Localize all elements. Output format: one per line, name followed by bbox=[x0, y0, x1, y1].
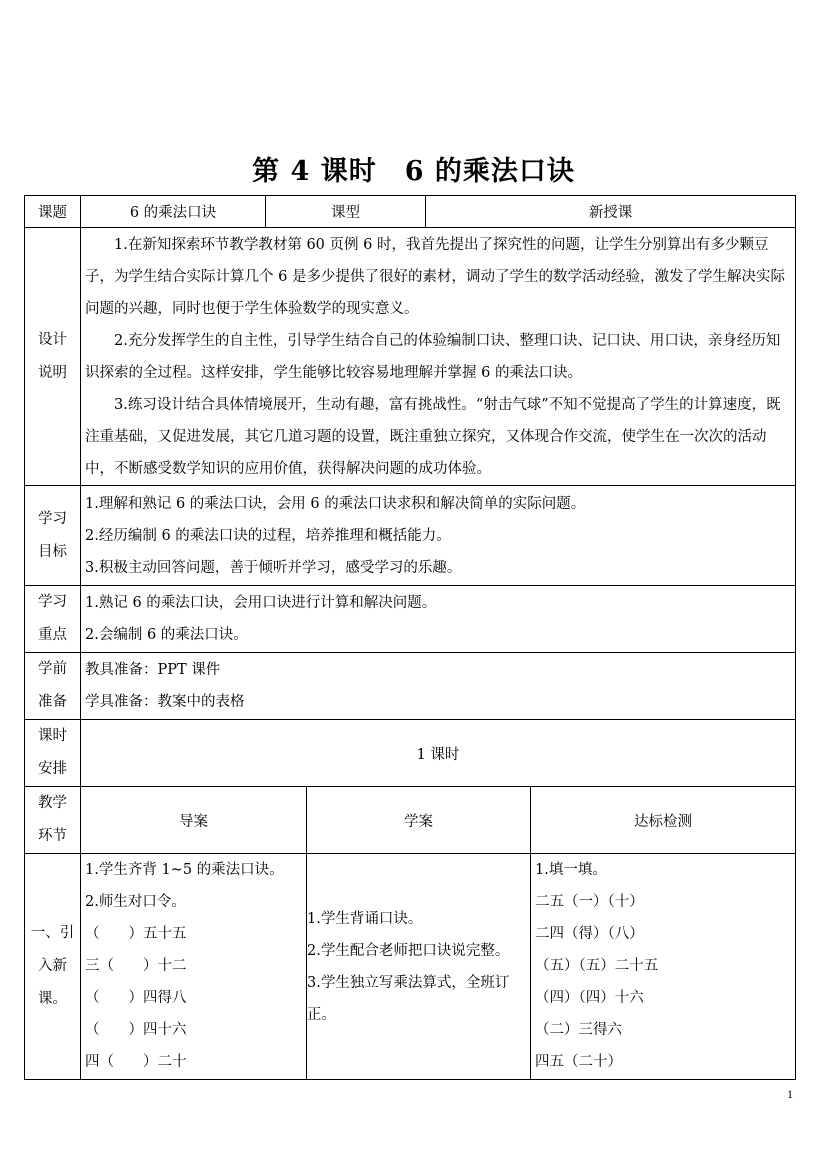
objectives-row bbox=[25, 486, 796, 586]
topic-value: 6 的乘法口诀 bbox=[81, 196, 266, 228]
study-line: 3.学生独立写乘法算式，全班订正。 bbox=[307, 974, 510, 1023]
preparation-label: 学前 准备 bbox=[25, 653, 81, 720]
schedule-value: 1 课时 bbox=[81, 720, 796, 787]
type-label: 课型 bbox=[266, 196, 426, 228]
design-paragraph: 1.在新知探索环节教学教材第 60 页例 6 时，我首先提出了探究性的问题，让学生分别算出有多少颗豆子，为学生结合实际计算几个 6 是多少提供了很好的素材，调动了学生的数学活动经验，激发了学生解决实际问题的兴趣，同时也便于学生体验数学的现实意义。 bbox=[85, 236, 785, 317]
key-points-row bbox=[25, 586, 796, 653]
type-value: 新授课 bbox=[426, 196, 796, 228]
guide-line: （ ）四得八 bbox=[85, 990, 187, 1006]
design-paragraph: 2.充分发挥学生的自主性，引导学生结合自己的体验编制口诀、整理口诀、记口诀、用口诀，亲身经历知识探索的全过程。这样安排，学生能够比较容易地理解并掌握 6 的乘法口诀。 bbox=[85, 332, 781, 381]
check-line: 四五（二十） bbox=[535, 1054, 622, 1070]
phase1-guide bbox=[81, 854, 307, 1080]
preparation-content bbox=[81, 653, 796, 720]
key-points-content bbox=[81, 586, 796, 653]
check-column-header: 达标检测 bbox=[531, 787, 796, 854]
check-line: 二四（得）（八） bbox=[535, 926, 644, 942]
preparation-row bbox=[25, 653, 796, 720]
lesson-plan-table bbox=[24, 195, 796, 1080]
preparation-item: 学具准备：教案中的表格 bbox=[85, 694, 245, 710]
phase1-study bbox=[307, 854, 531, 1080]
study-line: 1.学生背诵口诀。 bbox=[307, 910, 423, 927]
schedule-label: 课时 安排 bbox=[25, 720, 81, 787]
guide-line: 2.师生对口令。 bbox=[85, 894, 186, 910]
guide-line: 三（ ）十二 bbox=[85, 958, 187, 974]
objectives-label: 学习 目标 bbox=[25, 486, 81, 586]
preparation-item: 教具准备：PPT 课件 bbox=[85, 662, 221, 678]
check-line: 1.填一填。 bbox=[535, 862, 607, 878]
objective-item: 1.理解和熟记 6 的乘法口诀，会用 6 的乘法口诀求积和解决简单的实际问题。 bbox=[85, 495, 586, 512]
guide-line: （ ）五十五 bbox=[85, 926, 187, 942]
study-line: 2.学生配合老师把口诀说完整。 bbox=[307, 942, 510, 959]
design-label: 设计 说明 bbox=[25, 228, 81, 486]
check-line: 二五（一）（十） bbox=[535, 894, 644, 910]
objective-item: 2.经历编制 6 的乘法口诀的过程，培养推理和概括能力。 bbox=[85, 527, 451, 544]
phase1-row bbox=[25, 854, 796, 1080]
design-paragraph: 3.练习设计结合具体情境展开，生动有趣，富有挑战性。“射击气球”不知不觉提高了学生的计算速度，既注重基础，又促进发展，其它几道习题的设置，既注重独立探究，又体现合作交流，使学生在一次次的活动中，不断感受数学知识的应用价值，获得解决问题的成功体验。 bbox=[85, 396, 781, 477]
study-column-header: 学案 bbox=[307, 787, 531, 854]
phase1-label: 一、引 入新 课。 bbox=[25, 854, 81, 1080]
phase-header-row bbox=[25, 787, 796, 854]
design-row bbox=[25, 228, 796, 486]
check-line: （四）（四）十六 bbox=[535, 990, 644, 1006]
guide-column-header: 导案 bbox=[81, 787, 307, 854]
header-row bbox=[25, 196, 796, 228]
page-title: 第 4 课时 6 的乘法口诀 bbox=[252, 156, 575, 187]
key-point-item: 1.熟记 6 的乘法口诀，会用口诀进行计算和解决问题。 bbox=[85, 595, 437, 611]
guide-line: 四（ ）二十 bbox=[85, 1054, 187, 1070]
guide-line: （ ）四十六 bbox=[85, 1022, 187, 1038]
key-points-label: 学习 重点 bbox=[25, 586, 81, 653]
schedule-row bbox=[25, 720, 796, 787]
objectives-content bbox=[81, 486, 796, 586]
phase1-check bbox=[531, 854, 796, 1080]
phase-header-label: 教学 环节 bbox=[25, 787, 81, 854]
check-line: （五）（五）二十五 bbox=[535, 958, 659, 974]
objective-item: 3.积极主动回答问题，善于倾听并学习，感受学习的乐趣。 bbox=[85, 559, 462, 576]
page-number: 1 bbox=[787, 1087, 793, 1101]
topic-label: 课题 bbox=[25, 196, 81, 228]
guide-line: 1.学生齐背 1~5 的乘法口诀。 bbox=[85, 862, 284, 878]
key-point-item: 2.会编制 6 的乘法口诀。 bbox=[85, 627, 248, 643]
design-content bbox=[81, 228, 796, 486]
check-line: （二）三得六 bbox=[535, 1022, 622, 1038]
